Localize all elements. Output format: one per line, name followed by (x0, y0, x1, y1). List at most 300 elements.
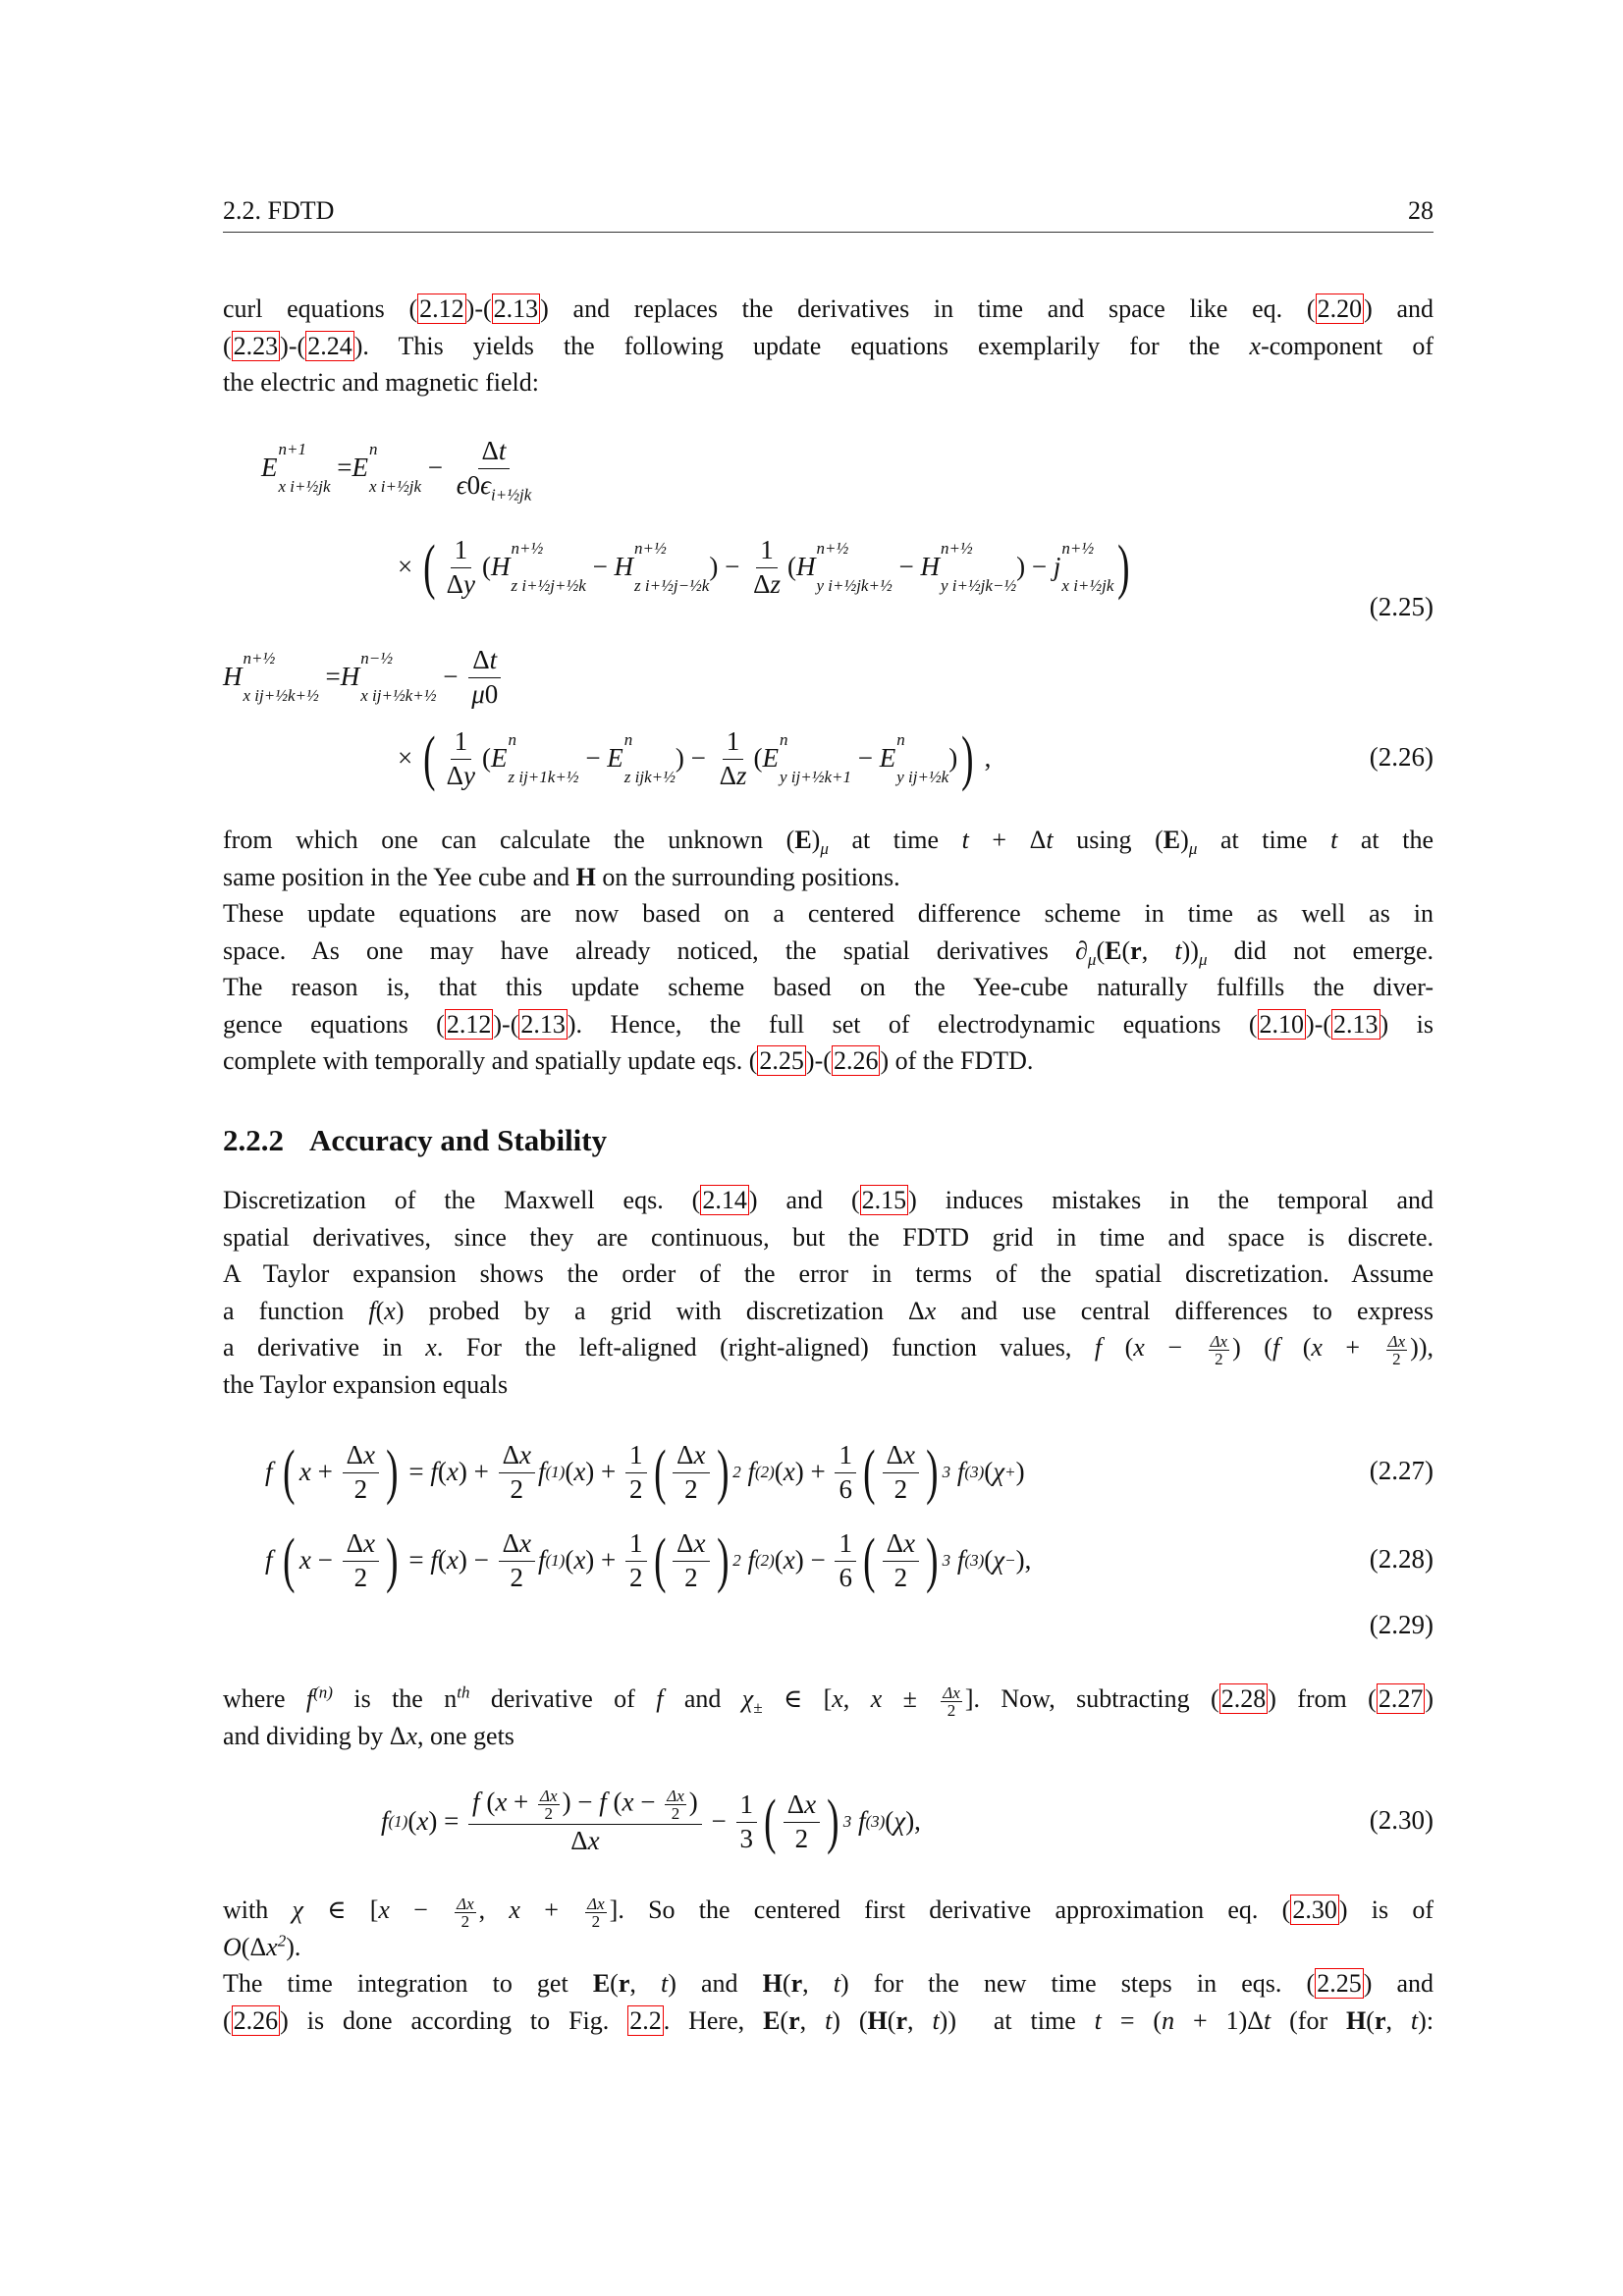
text-run: − (892, 552, 921, 582)
text-run: derivative of (469, 1684, 657, 1713)
right-parenthesis: ) (1117, 534, 1130, 601)
text-run: 2 (794, 1823, 809, 1853)
math-symbol: H (795, 552, 816, 582)
index-stack (624, 730, 676, 788)
text-run: from which one can calculate the unknown ( (223, 826, 795, 854)
text-run: ( (407, 1806, 417, 1837)
text-run: − (578, 743, 608, 774)
text-run: ) (540, 294, 549, 323)
denominator (507, 1562, 528, 1593)
section-heading (223, 1123, 607, 1158)
text-run: complete with temporally and spatially update eqs. (223, 1046, 749, 1076)
superscript-index: n+½ (1061, 538, 1095, 558)
text-line (223, 1219, 1434, 1256)
text-run: Δ (676, 1439, 694, 1469)
text-run: − (633, 1787, 663, 1817)
fraction (625, 1529, 647, 1592)
math-symbol: x (804, 1789, 817, 1819)
numerator: Δx (540, 1787, 558, 1806)
text-run: − (850, 743, 880, 774)
denominator: 2 (1392, 1349, 1401, 1368)
right-parenthesis: ) (716, 1439, 730, 1506)
math-symbol: f (381, 1806, 389, 1837)
text-run: ( (1248, 1009, 1258, 1039)
equation-2-25-line-1 (261, 424, 538, 512)
text-run: − (436, 662, 465, 692)
text-run: ) (880, 1046, 890, 1076)
text-run: ) (1180, 826, 1189, 854)
math-vector-symbol: E (1105, 935, 1122, 965)
text-run: Δ (502, 1439, 519, 1469)
text-run: ( (375, 1296, 385, 1325)
right-parenthesis: ) (827, 1789, 839, 1855)
text-run: - (502, 1009, 511, 1039)
text-run: space. As one may have already noticed, the spatial derivatives ∂ (223, 935, 1088, 965)
text-line (223, 1255, 1434, 1293)
numerator: Δx (457, 1894, 474, 1913)
equation-reference-link[interactable] (223, 2005, 289, 2036)
inline-fraction (585, 1896, 607, 1930)
math-symbol: E (491, 743, 508, 774)
text-run: ) (805, 1046, 815, 1076)
fraction (467, 646, 502, 709)
numerator (835, 1529, 856, 1562)
text-line (223, 328, 1434, 365)
text-run: 1 (629, 1527, 643, 1558)
text-run: = (318, 662, 341, 692)
text-run: ( (1102, 1333, 1134, 1362)
text-run: + (519, 1896, 583, 1924)
text-run: ( (1279, 1333, 1312, 1362)
index-stack (941, 539, 1016, 597)
reference-number[interactable]: 2.20 (1317, 294, 1363, 323)
text-line (223, 1681, 1434, 1718)
equation-reference-link[interactable] (1307, 294, 1373, 324)
equation-reference-link[interactable] (1323, 1009, 1388, 1040)
index-stack (360, 649, 436, 707)
math-symbol: E (879, 743, 896, 774)
denominator (791, 1823, 813, 1854)
text-run: − (310, 1545, 340, 1575)
math-symbol: x (924, 1296, 937, 1325)
subscript-index: x ij+½k+½ (360, 686, 437, 705)
text-run: 0 (484, 678, 499, 709)
text-run: ) (1380, 1009, 1389, 1039)
text-run: 2 (510, 1473, 524, 1504)
text-run: ( (408, 294, 418, 323)
text-run: 2 (684, 1473, 698, 1504)
subscript-index: z i+½j+½k (511, 576, 586, 595)
right-parenthesis: ) (926, 1527, 939, 1594)
subscript: ± (753, 1698, 763, 1718)
denominator (467, 678, 502, 710)
math-symbol: f (265, 1457, 273, 1487)
text-run: ]. Now, subtracting (964, 1684, 1212, 1713)
denominator (736, 1823, 758, 1854)
reference-number[interactable]: 2.28 (1220, 1684, 1267, 1713)
index-stack (780, 730, 851, 788)
text-run (741, 1545, 748, 1575)
math-symbol: x (783, 1457, 795, 1487)
text-run: ( (437, 1457, 447, 1487)
math-symbol: t (1094, 2005, 1102, 2035)
text-run: - (474, 294, 483, 323)
text-run: 2 (353, 1562, 368, 1592)
text-run: ) (493, 1009, 503, 1039)
equation-reference-link[interactable] (692, 1185, 758, 1215)
math-symbol: x (1133, 1333, 1145, 1362)
right-parenthesis: ) (961, 725, 974, 792)
text-run: ) − (794, 1545, 833, 1575)
superscript-index: n+½ (511, 538, 544, 558)
text-run: + (310, 1457, 340, 1487)
denominator (625, 1473, 647, 1505)
equation-2-30: f (1) ( x ) = f (x + $\frac{\Delta x}{2}$ ) − f (x − $\frac{\Delta x}{2}$ ) Δx − $\frac{1}{3}$ ( $\frac{\Delta x}{2}$ ) 3 f (3) ( χ ), (381, 1787, 921, 1856)
fraction (625, 1441, 647, 1504)
math-symbol: x (518, 1439, 531, 1469)
text-run: + (1322, 1333, 1383, 1362)
numerator (673, 1529, 709, 1562)
text-run: Discretization of the Maxwell eqs. (223, 1186, 692, 1214)
math-vector-symbol: E (763, 2005, 781, 2035)
index-stack (509, 730, 579, 788)
text-run: ) for the new time steps in eqs. (839, 1969, 1307, 1998)
numerator: Δx (943, 1682, 960, 1702)
inline-fraction (538, 1788, 560, 1822)
index-stack (1061, 539, 1113, 597)
text-run: 1 (454, 534, 468, 564)
fraction (784, 1790, 820, 1853)
text-run: ( (984, 1545, 994, 1575)
math-symbol: f (656, 1684, 664, 1713)
text-run: at time (1197, 826, 1331, 854)
left-parenthesis: ( (764, 1789, 777, 1855)
text-run: Δ (786, 1789, 805, 1819)
equation-2-27: f ( x + $\frac{\Delta x}{2}$ ) = f ( x ) + $\frac{\Delta x}{2}$ f (1) ( x ) + $\frac{1}{2}$ ( $\frac{\Delta x}{2}$ ) 2 f (2) ( x ) + $\frac{1}{6}$ ( $\frac{\Delta x}{2}$ ) 3 f (3) ( χ + ) (265, 1439, 1025, 1506)
text-run: ( (1306, 294, 1316, 323)
inline-fraction (455, 1896, 476, 1930)
text-run: = (402, 1457, 431, 1487)
equation-reference-link[interactable] (1307, 1968, 1373, 1999)
math-symbol: x (783, 1545, 795, 1575)
math-symbol: f (305, 1684, 314, 1713)
text-run: , (1141, 935, 1175, 965)
inline-fraction (1386, 1333, 1408, 1367)
fraction (673, 1441, 709, 1504)
text-run: ) (1015, 1457, 1025, 1487)
equation-reference-link[interactable] (1368, 1683, 1434, 1714)
math-symbol: f (1271, 1333, 1280, 1362)
math-symbol: x (903, 1439, 915, 1469)
text-run: ( (786, 552, 796, 582)
text-run: ( (606, 1787, 622, 1817)
equation-reference-link[interactable] (1282, 1895, 1348, 1925)
reference-number[interactable]: 2.14 (702, 1186, 747, 1214)
superscript-index: n+½ (940, 538, 973, 558)
reference-number[interactable]: 2.13 (493, 294, 539, 323)
math-symbol: x (622, 1787, 634, 1817)
numerator (883, 1441, 919, 1473)
equation-2-28: f ( x − $\frac{\Delta x}{2}$ ) = f ( x ) − $\frac{\Delta x}{2}$ f (1) ( x ) + $\frac{1}{2}$ ( $\frac{\Delta x}{2}$ ) 2 f (2) ( x ) − $\frac{1}{6}$ ( $\frac{\Delta x}{2}$ ) 3 f (3) ( χ − ), (265, 1527, 1032, 1594)
math-symbol: f (747, 1457, 755, 1487)
text-run: and replaces the derivatives in time and space like eq. (548, 294, 1307, 323)
text-line (223, 1965, 1434, 2002)
reference-number[interactable]: 2.12 (446, 1009, 492, 1039)
text-run: Δ (446, 568, 464, 599)
numerator (835, 1441, 856, 1473)
superscript-index: n (780, 729, 788, 749)
fraction (835, 1441, 856, 1504)
math-symbol: t (833, 1969, 840, 1998)
equation-2-25-line-2 (398, 523, 1134, 612)
text-run: ( (774, 1545, 784, 1575)
math-symbol: x (495, 1787, 508, 1817)
text-run: from (1275, 1684, 1369, 1713)
text-run: ( (1096, 935, 1106, 965)
denominator (453, 469, 536, 504)
text-run: 1 (739, 1789, 754, 1819)
text-run: ) (353, 331, 363, 360)
text-run: ). (286, 1932, 301, 1961)
superscript-index: n+1 (278, 439, 306, 458)
text-run: The reason is, that this update scheme based on the Yee-cube naturally fulfills the diver- (223, 973, 1434, 1002)
text-run: ) − (709, 552, 747, 582)
text-run: ± (882, 1684, 939, 1713)
denominator (835, 1473, 856, 1505)
text-run (741, 1457, 748, 1487)
denominator: 2 (671, 1804, 680, 1824)
math-symbol: x (573, 1457, 586, 1487)
math-symbol: χ (993, 1457, 1005, 1487)
text-run: 1 (839, 1527, 852, 1558)
text-run: is the n (332, 1684, 458, 1713)
math-symbol: t (1174, 935, 1182, 965)
fraction (468, 1788, 702, 1856)
text-run: a derivative in (223, 1333, 426, 1362)
equation-reference-link[interactable] (408, 294, 474, 324)
math-symbol: x (1249, 331, 1262, 360)
text-line (223, 1042, 1434, 1080)
text-run: Δ (346, 1527, 364, 1558)
text-run: , one gets (416, 1721, 514, 1750)
text-run: ( (437, 1545, 447, 1575)
text-run: , (907, 2005, 933, 2035)
math-symbol: t (1263, 2005, 1271, 2035)
equation-reference-link[interactable] (483, 294, 549, 324)
reference-number[interactable]: 2.25 (1317, 1969, 1362, 1998)
left-parenthesis: ( (863, 1527, 876, 1594)
inline-fraction (941, 1684, 962, 1719)
math-symbol: t (825, 2005, 833, 2035)
reference-number[interactable]: 2.13 (1333, 1009, 1379, 1039)
text-run: ) ( (832, 2005, 868, 2035)
reference-number[interactable]: 2.30 (1292, 1896, 1337, 1924)
equation-reference-link[interactable] (298, 331, 363, 361)
reference-number[interactable]: 2.25 (759, 1046, 804, 1076)
math-symbol: x (518, 1527, 531, 1558)
text-run (950, 1545, 957, 1575)
text-run: ) (1364, 294, 1373, 323)
text-run: ( (774, 1457, 784, 1487)
text-run: + Δ (968, 826, 1047, 854)
math-symbol: f (265, 1545, 273, 1575)
math-symbol: E (261, 453, 278, 483)
text-run: ( (482, 552, 491, 582)
text-run: , (1385, 2005, 1411, 2035)
text-run: , (478, 1896, 510, 1924)
text-run: . Here, (663, 2005, 764, 2035)
math-vector-symbol: r (618, 1969, 630, 1998)
text-run: ( (510, 1009, 519, 1039)
denominator (835, 1562, 856, 1593)
text-run: ( (984, 1457, 994, 1487)
text-run: ) (748, 1186, 758, 1214)
text-run: = (330, 453, 352, 483)
subscript-index: z ijk+½ (623, 768, 676, 786)
text-line (223, 969, 1434, 1006)
math-symbol: x (1311, 1333, 1323, 1362)
text-run: 2 (629, 1473, 643, 1504)
text-run: ) (948, 743, 958, 774)
math-symbol: y (463, 568, 475, 599)
text-run: ( (691, 1186, 701, 1214)
math-vector-symbol: r (1130, 935, 1142, 965)
text-run: ) (1306, 1009, 1315, 1039)
text-run: 1 (726, 725, 740, 756)
index-stack (279, 440, 331, 498)
right-parenthesis: ) (716, 1527, 730, 1594)
math-symbol: x (693, 1527, 706, 1558)
inline-fraction (665, 1788, 686, 1822)
text-run: + 1)Δ (1174, 2005, 1264, 2035)
subscript: μ (1087, 949, 1097, 969)
reference-number[interactable]: 2.12 (419, 294, 464, 323)
numerator (784, 1790, 820, 1823)
reference-number[interactable]: 2.26 (833, 1046, 879, 1076)
left-parenthesis: ( (863, 1439, 876, 1506)
reference-number[interactable]: 2.24 (307, 331, 352, 360)
math-symbol: f (857, 1806, 866, 1837)
math-vector-symbol: r (790, 1969, 803, 1998)
left-parenthesis: ( (423, 534, 436, 601)
text-run: ( (1306, 1969, 1316, 1998)
equation-reference-link[interactable] (1211, 1683, 1276, 1714)
text-run: ) + (585, 1545, 623, 1575)
math-symbol: χ (741, 1684, 754, 1713)
equation-reference-link[interactable] (436, 1009, 502, 1040)
right-parenthesis: ) (926, 1439, 939, 1506)
denominator (443, 568, 479, 600)
math-symbol: E (762, 743, 779, 774)
text-run: 6 (839, 1473, 852, 1504)
math-symbol: χ (893, 1806, 906, 1837)
math-symbol: t (961, 826, 969, 854)
denominator: 2 (544, 1804, 554, 1824)
text-run: , (799, 2005, 826, 2035)
text-line (223, 1329, 1434, 1366)
math-symbol: H (223, 662, 243, 692)
equation-reference-link[interactable] (1249, 1009, 1315, 1040)
numerator (883, 1529, 919, 1562)
reference-number[interactable]: 2.13 (520, 1009, 566, 1039)
text-run: ]. So the centered first derivative approximation eq. (609, 1896, 1282, 1924)
numerator (451, 727, 472, 760)
reference-number[interactable]: 2.26 (233, 2005, 279, 2035)
math-symbol: x (416, 1806, 429, 1837)
index-stack (634, 539, 709, 597)
text-run: )) at time (939, 2005, 1095, 2035)
text-run: the Taylor expansion equals (223, 1369, 509, 1399)
subscript-index: x i+½jk (278, 477, 331, 496)
equation-2-26-line-2 (398, 715, 991, 803)
text-line (223, 1892, 1434, 1929)
text-run: . This yields the following update equations exemplarily for the (362, 331, 1250, 360)
equation-reference-link[interactable] (511, 1009, 576, 1040)
text-run: is done according to Fig. (288, 2005, 628, 2035)
text-run: 3 (739, 1823, 754, 1853)
text-run: induces mistakes in the temporal and (916, 1186, 1434, 1214)
paragraph-subtracting (223, 1681, 1434, 1754)
numerator (343, 1441, 379, 1473)
math-symbol: t (932, 2005, 940, 2035)
text-run: same position in the Yee cube and (223, 862, 576, 891)
right-parenthesis: ) (386, 1439, 399, 1506)
text-run: and dividing by Δ (223, 1721, 406, 1750)
text-run: 1 (629, 1439, 643, 1469)
text-run: ( (780, 2005, 789, 2035)
text-line (223, 1366, 1434, 1404)
figure-reference-link[interactable]: 2.2 (629, 2005, 662, 2035)
math-symbol: f (537, 1545, 546, 1575)
index-stack (816, 539, 892, 597)
text-line (223, 1718, 1434, 1755)
paragraph-intro (223, 291, 1434, 401)
paragraph-order (223, 1892, 1434, 1965)
equation-reference-link[interactable] (823, 1045, 889, 1076)
text-run: ( (482, 743, 491, 774)
math-symbol: x (425, 1333, 437, 1362)
denominator (680, 1473, 702, 1505)
text-run: ) − (675, 743, 713, 774)
reference-number[interactable]: 2.15 (861, 1186, 907, 1214)
text-run: ) (465, 294, 475, 323)
math-symbol: x (587, 1826, 600, 1856)
equation-reference-link[interactable] (749, 1045, 815, 1076)
reference-number[interactable]: 2.27 (1378, 1684, 1424, 1713)
paragraph-time-integration (223, 1965, 1434, 2039)
header-section-title: 2.2. FDTD (223, 196, 335, 225)
numerator (499, 1529, 535, 1562)
math-symbol: f (430, 1457, 438, 1487)
reference-number[interactable]: 2.23 (233, 331, 279, 360)
text-run: ( (782, 1969, 791, 1998)
text-run: with (223, 1896, 293, 1924)
fraction (453, 435, 536, 504)
denominator (507, 1473, 528, 1505)
math-symbol: j (1053, 552, 1061, 582)
denominator (443, 760, 479, 791)
text-run: Δ (346, 1439, 364, 1469)
text-run: − (1144, 1333, 1206, 1362)
reference-number[interactable]: 2.10 (1259, 1009, 1305, 1039)
text-run: − (389, 1896, 453, 1924)
math-vector-symbol: H (762, 1969, 783, 1998)
fraction (749, 536, 784, 599)
text-run: and use central differences to express (936, 1296, 1434, 1325)
subscript-index: y ij+½k (896, 768, 949, 786)
equation-reference-link[interactable] (223, 331, 289, 361)
equation-reference-link[interactable] (851, 1185, 917, 1215)
